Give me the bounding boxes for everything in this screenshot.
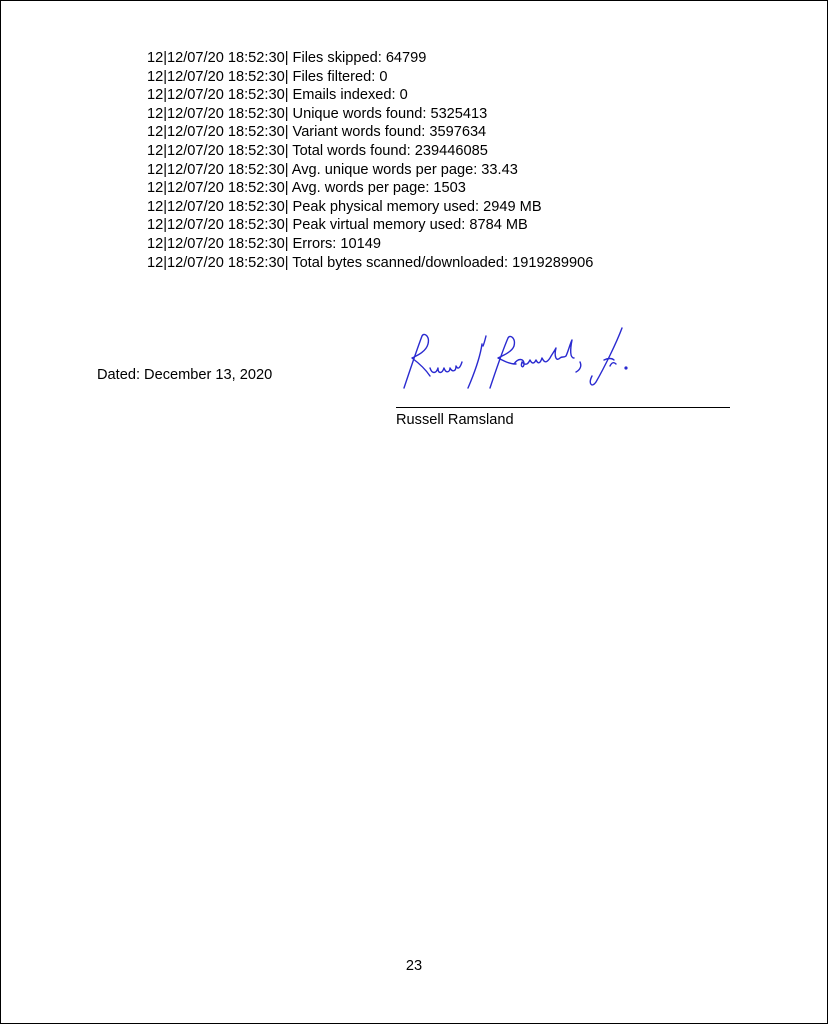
log-line: 12|12/07/20 18:52:30| Variant words found: 3597634 (147, 124, 487, 141)
page-number: 23 (405, 958, 423, 974)
signature-graphic (390, 318, 630, 398)
dated-text: Dated: December 13, 2020 (97, 367, 273, 383)
log-line: 12|12/07/20 18:52:30| Total words found: 239446085 (147, 142, 488, 159)
log-line: 12|12/07/20 18:52:30| Avg. words per page: 1503 (147, 180, 466, 197)
log-line: 12|12/07/20 18:52:30| Total bytes scanned/downloaded: 1919289906 (147, 254, 594, 271)
log-line: 12|12/07/20 18:52:30| Emails indexed: 0 (147, 87, 408, 104)
handwritten-signature (390, 318, 630, 398)
log-line: 12|12/07/20 18:52:30| Files filtered: 0 (147, 68, 388, 85)
log-line: 12|12/07/20 18:52:30| Files skipped: 64799 (147, 50, 427, 66)
log-line: 12|12/07/20 18:52:30| Avg. unique words per page: 33.43 (147, 161, 518, 178)
log-line: 12|12/07/20 18:52:30| Errors: 10149 (147, 235, 381, 252)
log-line: 12|12/07/20 18:52:30| Unique words found: 5325413 (147, 105, 488, 122)
signature-line (396, 407, 730, 408)
log-line: 12|12/07/20 18:52:30| Peak physical memory used: 2949 MB (147, 198, 542, 215)
log-lines (147, 49, 593, 272)
signer-name: Russell Ramsland (396, 412, 514, 428)
log-line: 12|12/07/20 18:52:30| Peak virtual memory used: 8784 MB (147, 217, 528, 234)
